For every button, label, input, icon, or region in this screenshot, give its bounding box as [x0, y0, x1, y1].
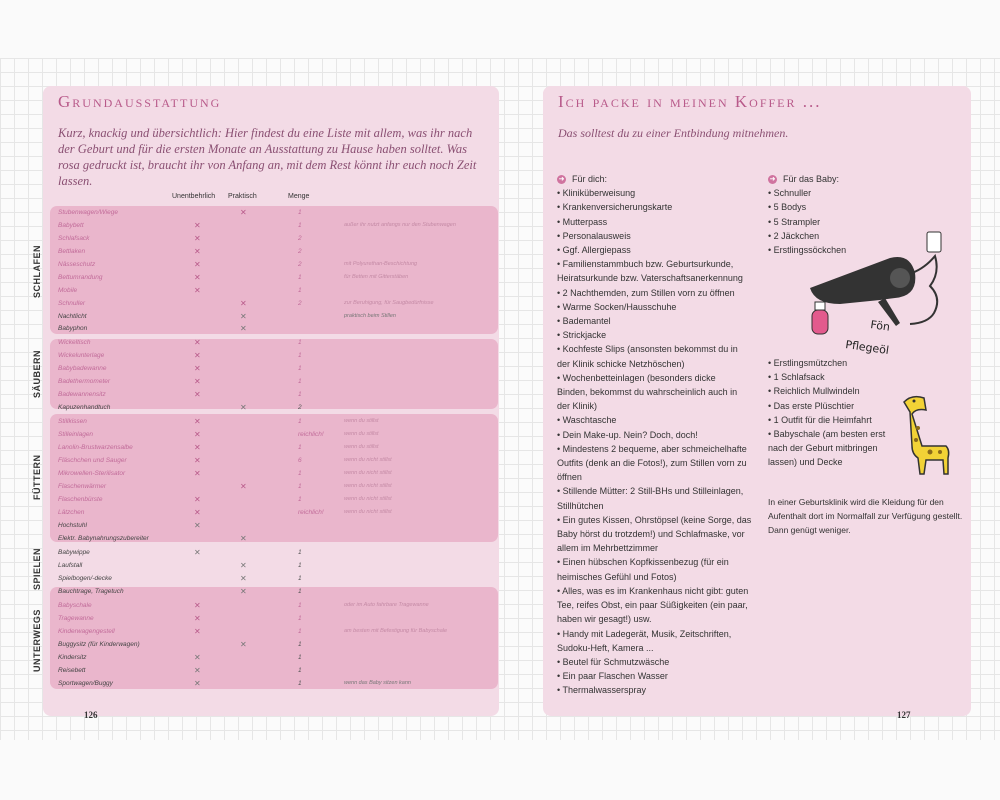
list-item: • Wochenbetteinlagen (besonders dicke Binden, bekommst du wahrscheinlich auch in der Klinik) [557, 372, 738, 412]
table-row [58, 415, 498, 428]
item-name: Lätzchen [58, 509, 85, 516]
table-row [58, 401, 498, 414]
mark-unentbehrlich-icon: ✕ [194, 338, 201, 347]
list-item: • Warme Socken/Hausschuhe [557, 301, 677, 312]
left-page-title: Grundausstattung [58, 92, 222, 111]
giraffe-illustration [896, 388, 956, 480]
item-name: Bettumrandung [58, 274, 103, 281]
list-item: • Ein paar Flaschen Wasser [557, 671, 668, 682]
category-label-schlafen: SCHLAFEN [32, 245, 42, 298]
item-name: Babyschale [58, 602, 92, 609]
table-row [58, 388, 498, 401]
mark-unentbehrlich-icon: ✕ [194, 286, 201, 295]
item-name: Babybett [58, 222, 84, 229]
table-row [58, 349, 498, 362]
list-item: • Einen hübschen Kopfkissenbezug (für ein heimisches Gefühl und Fotos) [557, 557, 729, 582]
mark-praktisch-icon: ✕ [240, 208, 247, 217]
mark-unentbehrlich-icon: ✕ [194, 247, 201, 256]
table-row [58, 441, 498, 454]
list-item: • Mutterpass [557, 216, 608, 227]
table-row [58, 232, 498, 245]
item-quantity: 1 [298, 352, 302, 359]
item-quantity: 1 [298, 339, 302, 346]
item-name: Spielbogen/-decke [58, 575, 112, 582]
table-row [58, 506, 498, 519]
item-quantity: 1 [298, 444, 302, 451]
list-item: • Bademantel [557, 316, 611, 327]
list-item: • Erstlingsmützchen [768, 358, 848, 368]
mother-list-heading [557, 172, 762, 186]
list-item: • Strickjacke [557, 330, 607, 341]
left-intro-text: Kurz, knackig und übersichtlich: Hier findest du eine Liste mit allem, was ihr nach der Geburt und für die ersten Monate an Ausstattung zu Hause haben solltet. Was rosa gedruckt ist, braucht ihr von Anfang an, mit dem Rest könnt ihr euch noch Zeit lassen. [58, 126, 477, 188]
mark-praktisch-icon: ✕ [240, 299, 247, 308]
table-row [58, 532, 498, 545]
category-label-fuettern: FÜTTERN [32, 454, 42, 500]
list-item: • Schnuller [768, 188, 812, 199]
item-name: Flaschenwärmer [58, 483, 107, 490]
item-name: Bauchtrage, Tragetuch [58, 588, 124, 595]
item-name: Kinderwagengestell [58, 628, 115, 635]
item-quantity: 1 [298, 562, 302, 569]
item-note: mit Polyurethan-Beschichtung [344, 261, 418, 267]
table-row [58, 375, 498, 388]
table-row [58, 559, 498, 572]
item-quantity: reichlich! [298, 509, 324, 516]
list-item: • Waschtasche [557, 415, 617, 426]
list-item: • Babyschale (am besten erst nach der Geburt mitbringen lassen) und Decke [768, 429, 886, 468]
list-item: • Ein gutes Kissen, Ohrstöpsel (keine Sorge, das Baby hörst du trotzdem!) und Schlafmaske, vor allem im Mehrbettzimmer [557, 514, 752, 554]
mark-unentbehrlich-icon: ✕ [194, 601, 201, 610]
item-note: wenn du nicht stillst [344, 509, 392, 515]
table-row [58, 297, 498, 310]
category-label-saeubern: SÄUBERN [32, 349, 42, 398]
mark-praktisch-icon: ✕ [240, 574, 247, 583]
item-quantity: 1 [298, 575, 302, 582]
item-quantity: 2 [298, 261, 302, 268]
table-row [58, 625, 498, 638]
item-quantity: 2 [298, 404, 302, 411]
table-row [58, 428, 498, 441]
table-row [58, 651, 498, 664]
label-foen: Fön [869, 318, 891, 334]
item-quantity: 1 [298, 588, 302, 595]
list-item: • Thermalwasserspray [557, 685, 647, 696]
item-quantity: 1 [298, 391, 302, 398]
table-row [58, 677, 498, 690]
item-quantity: 1 [298, 222, 302, 229]
item-name: Babyphon [58, 325, 88, 332]
item-name: Badewannensitz [58, 391, 106, 398]
table-row [58, 519, 498, 532]
item-name: Kapuzenhandtuch [58, 404, 111, 411]
table-row [58, 467, 498, 480]
oil-bottle-icon [812, 302, 828, 334]
list-item: • 2 Jäckchen [768, 230, 820, 241]
table-row [58, 493, 498, 506]
label-pflegeoel: Pflegeöl [844, 338, 890, 358]
item-name: Mikrowellen-Sterilisator [58, 470, 126, 477]
mark-praktisch-icon: ✕ [240, 587, 247, 596]
mark-unentbehrlich-icon: ✕ [194, 679, 201, 688]
column-header-unentbehrlich: Unentbehrlich [172, 193, 216, 200]
item-note: wenn du nicht stillst [344, 470, 392, 476]
table-row [58, 322, 498, 335]
mother-heading-label: Für dich: [572, 174, 608, 184]
item-name: Sportwagen/Buggy [58, 680, 113, 687]
item-name: Reisebett [58, 667, 86, 674]
list-item: • Alles, was es im Krankenhaus nicht gibt: guten Tee, reifes Obst, ein paar Süßigkeiten (ein paar, haben wir gesagt!) usw. [557, 585, 749, 625]
list-item: • Mindestens 2 bequeme, aber schmeichelhafte Outfits (denk an die Fotos!), zum Stillen vorn zu öffnen [557, 443, 747, 483]
item-note: außer ihr nutzt anfangs nur den Stubenwagen [344, 222, 456, 228]
item-quantity: 1 [298, 667, 302, 674]
table-row [58, 612, 498, 625]
item-quantity: 1 [298, 483, 302, 490]
item-quantity: reichlich! [298, 431, 324, 438]
item-note: wenn du stillst [344, 418, 379, 424]
mark-unentbehrlich-icon: ✕ [194, 417, 201, 426]
mark-unentbehrlich-icon: ✕ [194, 260, 201, 269]
list-item: • Das erste Plüschtier [768, 400, 855, 411]
column-header-praktisch: Praktisch [228, 193, 257, 200]
table-row [58, 284, 498, 297]
list-item: • 1 Schlafsack [768, 372, 825, 383]
mark-unentbehrlich-icon: ✕ [194, 443, 201, 452]
item-name: Laufstall [58, 562, 83, 569]
item-name: Hochstuhl [58, 522, 87, 529]
item-quantity: 1 [298, 496, 302, 503]
mark-praktisch-icon: ✕ [240, 312, 247, 321]
item-name: Babybadewanne [58, 365, 107, 372]
table-row [58, 336, 498, 349]
item-name: Wickeltisch [58, 339, 91, 346]
mark-unentbehrlich-icon: ✕ [194, 221, 201, 230]
mark-unentbehrlich-icon: ✕ [194, 273, 201, 282]
list-item: • Familienstammbuch bzw. Geburtsurkunde, Heiratsurkunde bzw. Vaterschaftsanerkennung [557, 259, 743, 284]
item-note: für Betten mit Gitterstäben [344, 274, 409, 280]
mark-praktisch-icon: ✕ [240, 534, 247, 543]
list-item: • Dein Make-up. Nein? Doch, doch! [557, 429, 698, 440]
right-page-title: Ich packe in meinen Koffer ... [558, 92, 822, 111]
baby-items-2 [768, 356, 898, 470]
mark-unentbehrlich-icon: ✕ [194, 469, 201, 478]
item-name: Nachtlicht [58, 313, 87, 320]
table-row [58, 454, 498, 467]
mark-unentbehrlich-icon: ✕ [194, 548, 201, 557]
item-quantity: 1 [298, 470, 302, 477]
item-quantity: 1 [298, 274, 302, 281]
mark-unentbehrlich-icon: ✕ [194, 653, 201, 662]
page-number-right: 127 [897, 710, 911, 720]
mark-praktisch-icon: ✕ [240, 640, 247, 649]
item-name: Mobile [58, 287, 78, 294]
mark-unentbehrlich-icon: ✕ [194, 377, 201, 386]
item-quantity: 2 [298, 235, 302, 242]
table-row [58, 664, 498, 677]
category-label-spielen: SPIELEN [32, 547, 42, 590]
list-item: • Personalausweis [557, 230, 631, 241]
item-note: wenn du nicht stillst [344, 457, 392, 463]
mother-items [557, 186, 762, 697]
list-item: • Kliniküberweisung [557, 188, 636, 199]
mark-unentbehrlich-icon: ✕ [194, 666, 201, 675]
mother-list [557, 172, 762, 698]
category-label-unterwegs: UNTERWEGS [32, 609, 42, 672]
item-quantity: 1 [298, 549, 302, 556]
table-row [58, 546, 498, 559]
list-item: • 5 Strampler [768, 216, 821, 227]
item-note: am besten mit Befestigung für Babyschale [344, 628, 448, 634]
item-quantity: 1 [298, 287, 302, 294]
page-number-left: 126 [84, 710, 98, 720]
baby-list-continued [768, 356, 898, 470]
mark-praktisch-icon: ✕ [240, 403, 247, 412]
item-name: Buggysitz (für Kinderwagen) [58, 641, 140, 648]
arrow-right-icon: ➜ [769, 175, 776, 183]
item-note: wenn du stillst [344, 431, 379, 437]
item-quantity: 1 [298, 365, 302, 372]
table-row [58, 219, 498, 232]
list-item: • Erstlingssöckchen [768, 245, 847, 256]
table-row [58, 362, 498, 375]
list-item: • 2 Nachthemden, zum Stillen vorn zu öffnen [557, 287, 735, 298]
item-name: Wickelunterlage [58, 352, 105, 359]
item-note: zur Beruhigung, für Saugbedürfnisse [344, 300, 434, 306]
item-name: Nässeschutz [58, 261, 96, 268]
list-item: • 5 Bodys [768, 202, 807, 213]
item-name: Lanolin-Brustwarzensalbe [58, 444, 133, 451]
item-name: Babywippe [58, 549, 90, 556]
mark-unentbehrlich-icon: ✕ [194, 614, 201, 623]
list-item: • Krankenversicherungskarte [557, 202, 673, 213]
list-item: • Stillende Mütter: 2 Still-BHs und Stilleinlagen, Stillhütchen [557, 486, 744, 511]
item-note: wenn du nicht stillst [344, 496, 392, 502]
table-row [58, 206, 498, 219]
table-row [58, 271, 498, 284]
item-quantity: 1 [298, 418, 302, 425]
item-note: wenn du stillst [344, 444, 379, 450]
item-name: Stubenwagen/Wiege [58, 209, 118, 216]
mark-praktisch-icon: ✕ [240, 482, 247, 491]
item-note: praktisch beim Stillen [344, 313, 396, 319]
hairdryer-oil-illustration [800, 228, 950, 358]
mark-praktisch-icon: ✕ [240, 561, 247, 570]
item-quantity: 1 [298, 209, 302, 216]
hospital-note: In einer Geburtsklinik wird die Kleidung für den Aufenthalt dort im Normalfall zur Verfügung gestellt. Dann genügt weniger. [768, 497, 963, 535]
list-item: • 1 Outfit für die Heimfahrt [768, 414, 872, 425]
mark-unentbehrlich-icon: ✕ [194, 495, 201, 504]
item-quantity: 2 [298, 248, 302, 255]
giraffe-icon [904, 397, 949, 474]
item-quantity: 1 [298, 628, 302, 635]
item-quantity: 1 [298, 641, 302, 648]
mark-praktisch-icon: ✕ [240, 324, 247, 333]
item-quantity: 1 [298, 602, 302, 609]
table-row [58, 572, 498, 585]
table-row [58, 245, 498, 258]
item-name: Stillkissen [58, 418, 87, 425]
item-quantity: 6 [298, 457, 302, 464]
mark-unentbehrlich-icon: ✕ [194, 456, 201, 465]
item-quantity: 1 [298, 680, 302, 687]
item-name: Elektr. Babynahrungszubereiter [58, 535, 149, 542]
table-row [58, 599, 498, 612]
table-row [58, 258, 498, 271]
column-header-menge: Menge [288, 193, 310, 200]
item-quantity: 2 [298, 300, 302, 307]
mark-unentbehrlich-icon: ✕ [194, 234, 201, 243]
item-name: Bettlaken [58, 248, 86, 255]
mark-unentbehrlich-icon: ✕ [194, 508, 201, 517]
item-note: wenn du nicht stillst [344, 483, 392, 489]
table-row [58, 638, 498, 651]
arrow-right-icon: ➜ [558, 175, 565, 183]
item-name: Stilleinlagen [58, 431, 94, 438]
item-name: Flaschenbürste [58, 496, 103, 503]
item-name: Badethermometer [58, 378, 111, 385]
table-row [58, 480, 498, 493]
item-name: Fläschchen und Sauger [58, 457, 127, 464]
item-quantity: 1 [298, 378, 302, 385]
item-name: Tragewanne [58, 615, 94, 622]
list-item: • Reichlich Mullwindeln [768, 386, 860, 397]
baby-heading-label: Für das Baby: [783, 174, 840, 184]
item-note: wenn das Baby sitzen kann [344, 680, 411, 686]
baby-list-heading [768, 172, 968, 186]
item-name: Kindersitz [58, 654, 87, 661]
mark-unentbehrlich-icon: ✕ [194, 521, 201, 530]
list-item: • Kochfeste Slips (ansonsten bekommst du in der Klinik schicke Netzhöschen) [557, 344, 738, 369]
item-quantity: 1 [298, 654, 302, 661]
table-row [58, 585, 498, 598]
item-note: oder im Auto fahrbare Tragewanne [344, 602, 429, 608]
mark-unentbehrlich-icon: ✕ [194, 430, 201, 439]
hairdryer-icon [810, 232, 941, 326]
item-name: Schnuller [58, 300, 86, 307]
list-item: • Ggf. Allergiepass [557, 245, 631, 256]
right-subtitle: Das solltest du zu einer Entbindung mitnehmen. [558, 126, 789, 140]
list-item: • Beutel für Schmutzwäsche [557, 656, 670, 667]
mark-unentbehrlich-icon: ✕ [194, 364, 201, 373]
list-item: • Handy mit Ladegerät, Musik, Zeitschriften, Sudoku-Heft, Kamera ... [557, 628, 732, 653]
mark-unentbehrlich-icon: ✕ [194, 627, 201, 636]
item-quantity: 1 [298, 615, 302, 622]
mark-unentbehrlich-icon: ✕ [194, 351, 201, 360]
mark-unentbehrlich-icon: ✕ [194, 390, 201, 399]
item-name: Schlafsack [58, 235, 90, 242]
